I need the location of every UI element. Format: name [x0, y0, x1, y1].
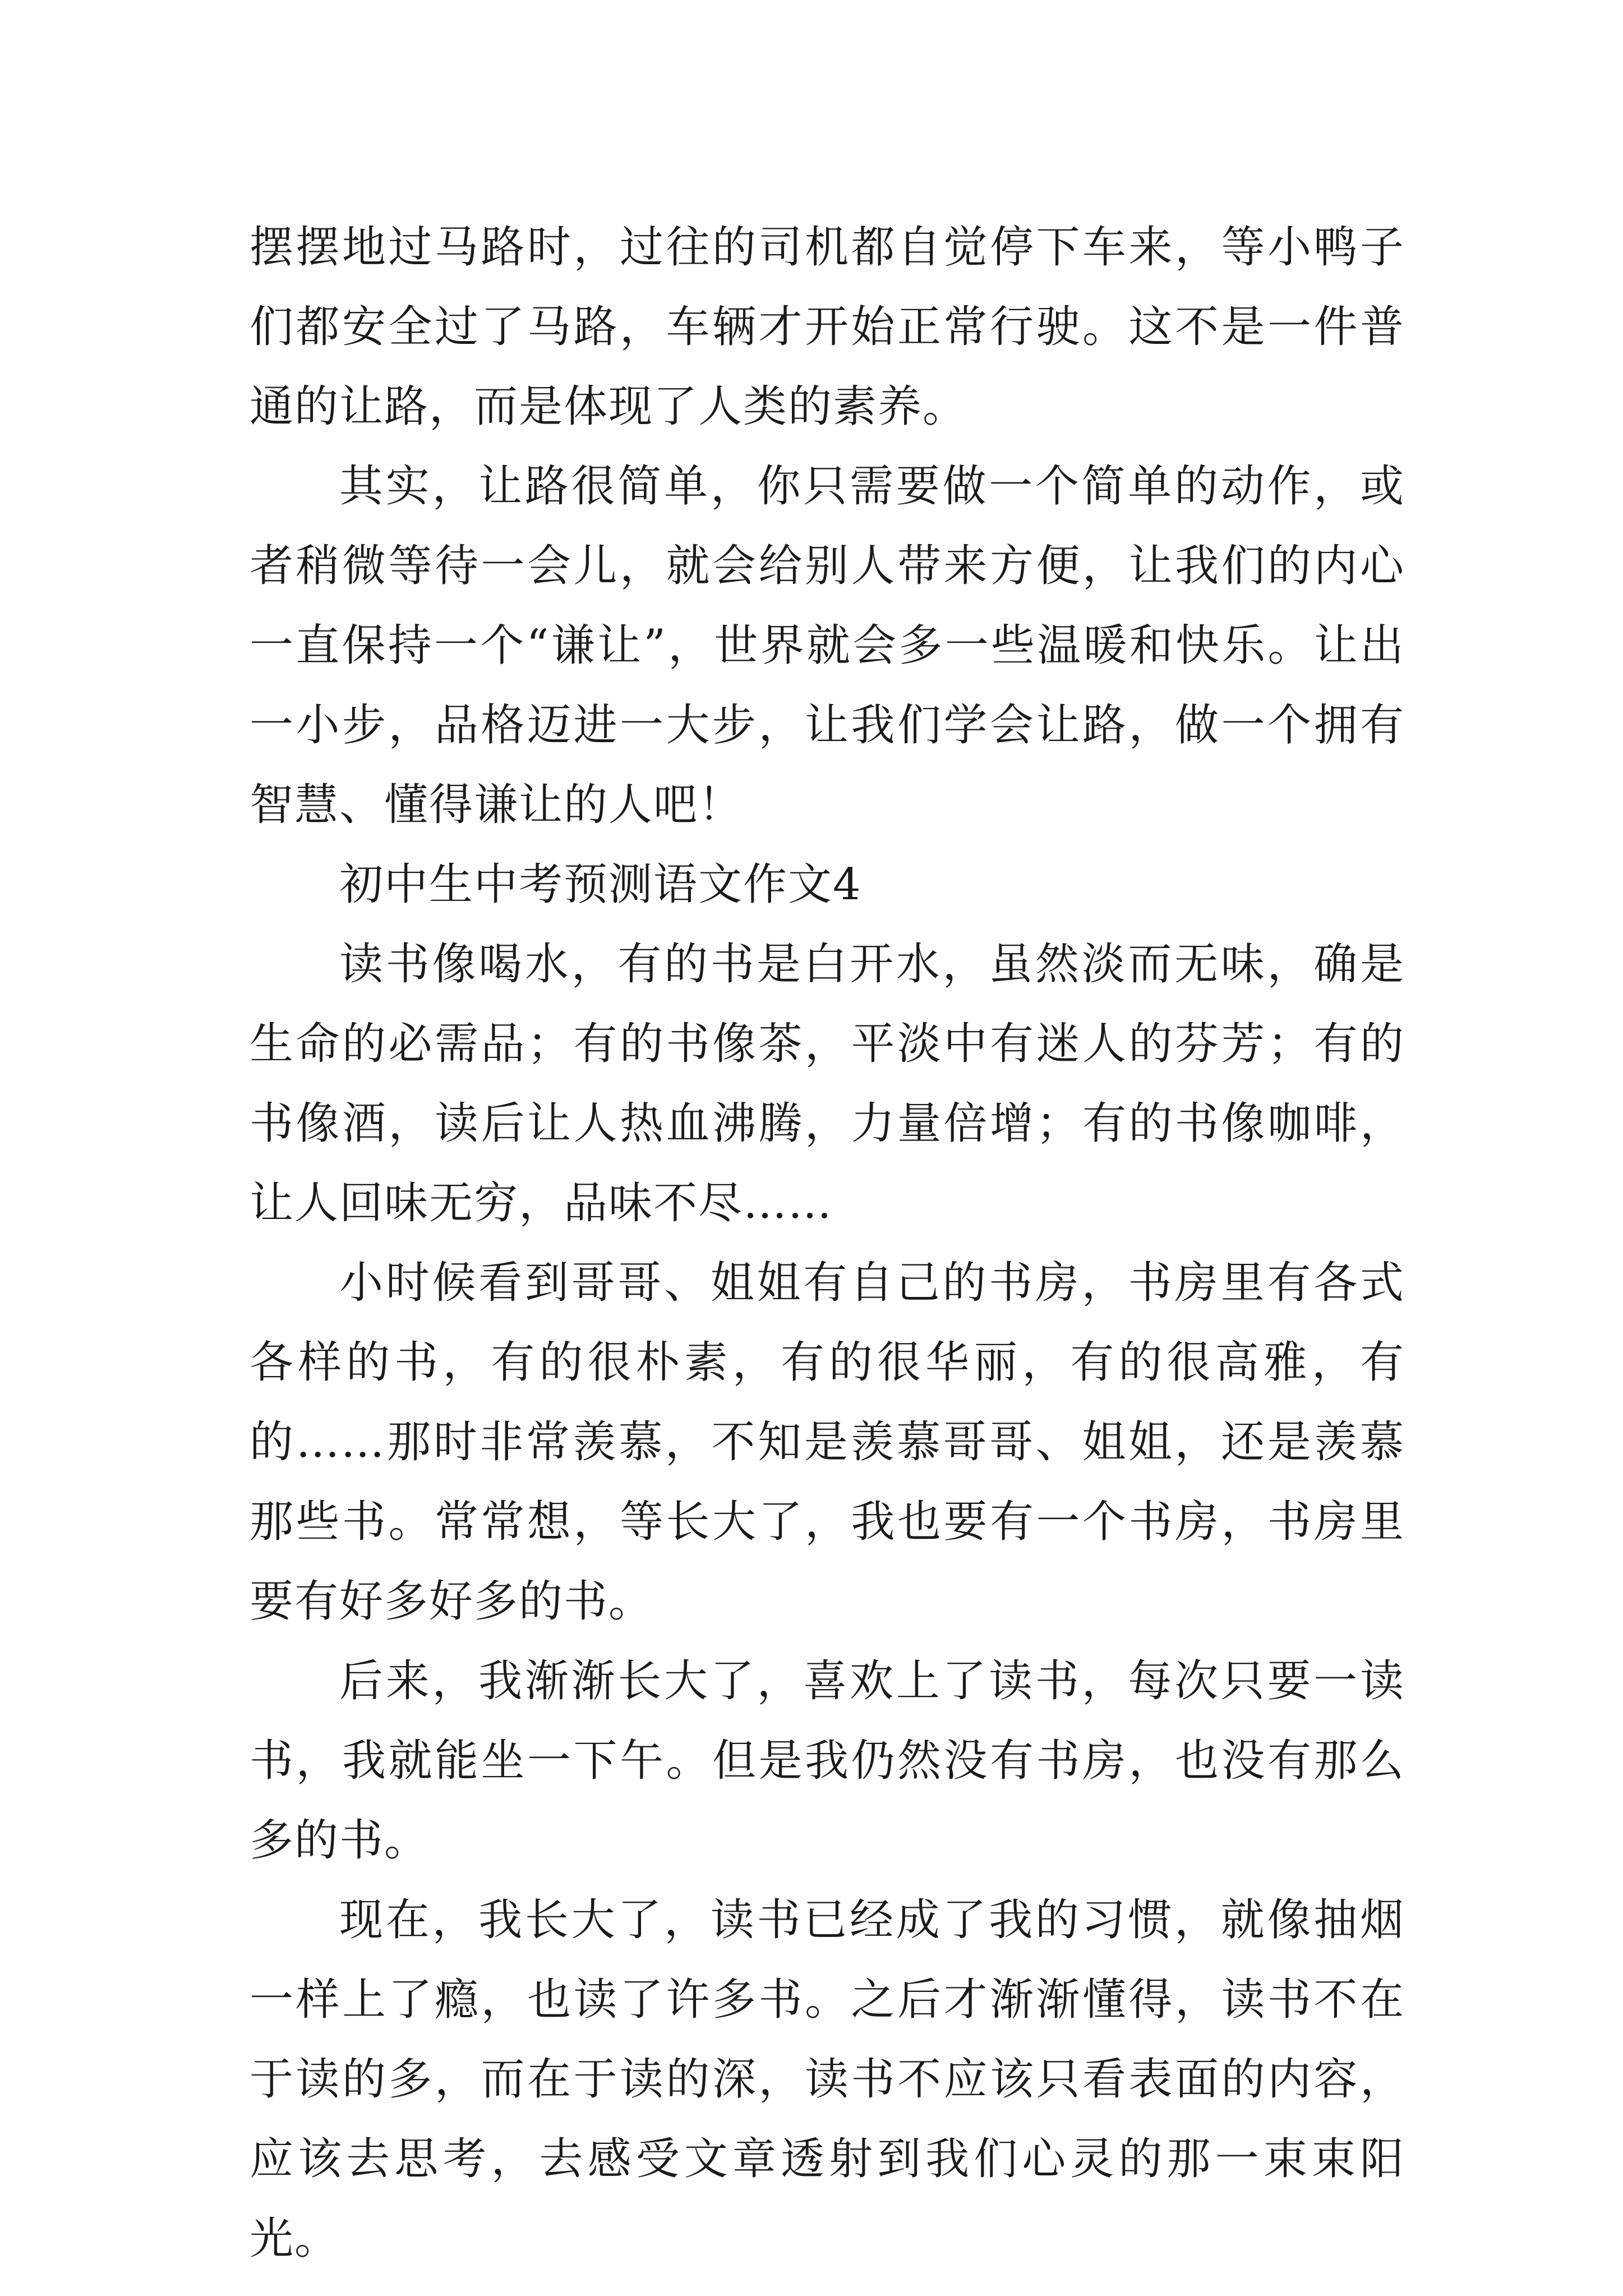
paragraph-childhood-study: 小时候看到哥哥、姐姐有自己的书房，书房里有各式各样的书，有的很朴素，有的很华丽，有的很高雅，有的……那时非常羡慕，不知是羡慕哥哥、姐姐，还是羡慕那些书。常常想，等长大了，我也要有一个书房，书房里要有好多好多的书。 — [250, 1258, 1405, 1627]
paragraph-reading-like-drinking: 读书像喝水，有的书是白开水，虽然淡而无味，确是生命的必需品；有的书像茶，平淡中有迷人的芬芳；有的书像酒，读后让人热血沸腾，力量倍增；有的书像咖啡，让人回味无穷，品味不尽…… — [250, 939, 1405, 1228]
essay-title: 初中生中考预测语文作文4 — [339, 859, 862, 910]
paragraph-yielding: 其实，让路很简单，你只需要做一个简单的动作，或者稍微等待一会儿，就会给别人带来方便，让我们的内心一直保持一个“谦让”，世界就会多一些温暖和快乐。让出一小步，品格迈进一大步，让我们学会让路，做一个拥有智慧、懂得谦让的人吧！ — [250, 461, 1405, 830]
document-body — [250, 208, 1405, 2279]
paragraph-growing-up: 后来，我渐渐长大了，喜欢上了读书，每次只要一读书，我就能坐一下午。但是我仍然没有书房，也没有那么多的书。 — [250, 1656, 1405, 1866]
paragraph-now: 现在，我长大了，读书已经成了我的习惯，就像抽烟一样上了瘾，也读了许多书。之后才渐渐懂得，读书不在于读的多，而在于读的深，读书不应该只看表面的内容，应该去思考，去感受文章透射到我们心灵的那一束束阳光。 — [250, 1895, 1405, 2264]
paragraph-continued: 摆摆地过马路时，过往的司机都自觉停下车来，等小鸭子们都安全过了马路，车辆才开始正常行驶。这不是一件普通的让路，而是体现了人类的素养。 — [250, 222, 1405, 432]
